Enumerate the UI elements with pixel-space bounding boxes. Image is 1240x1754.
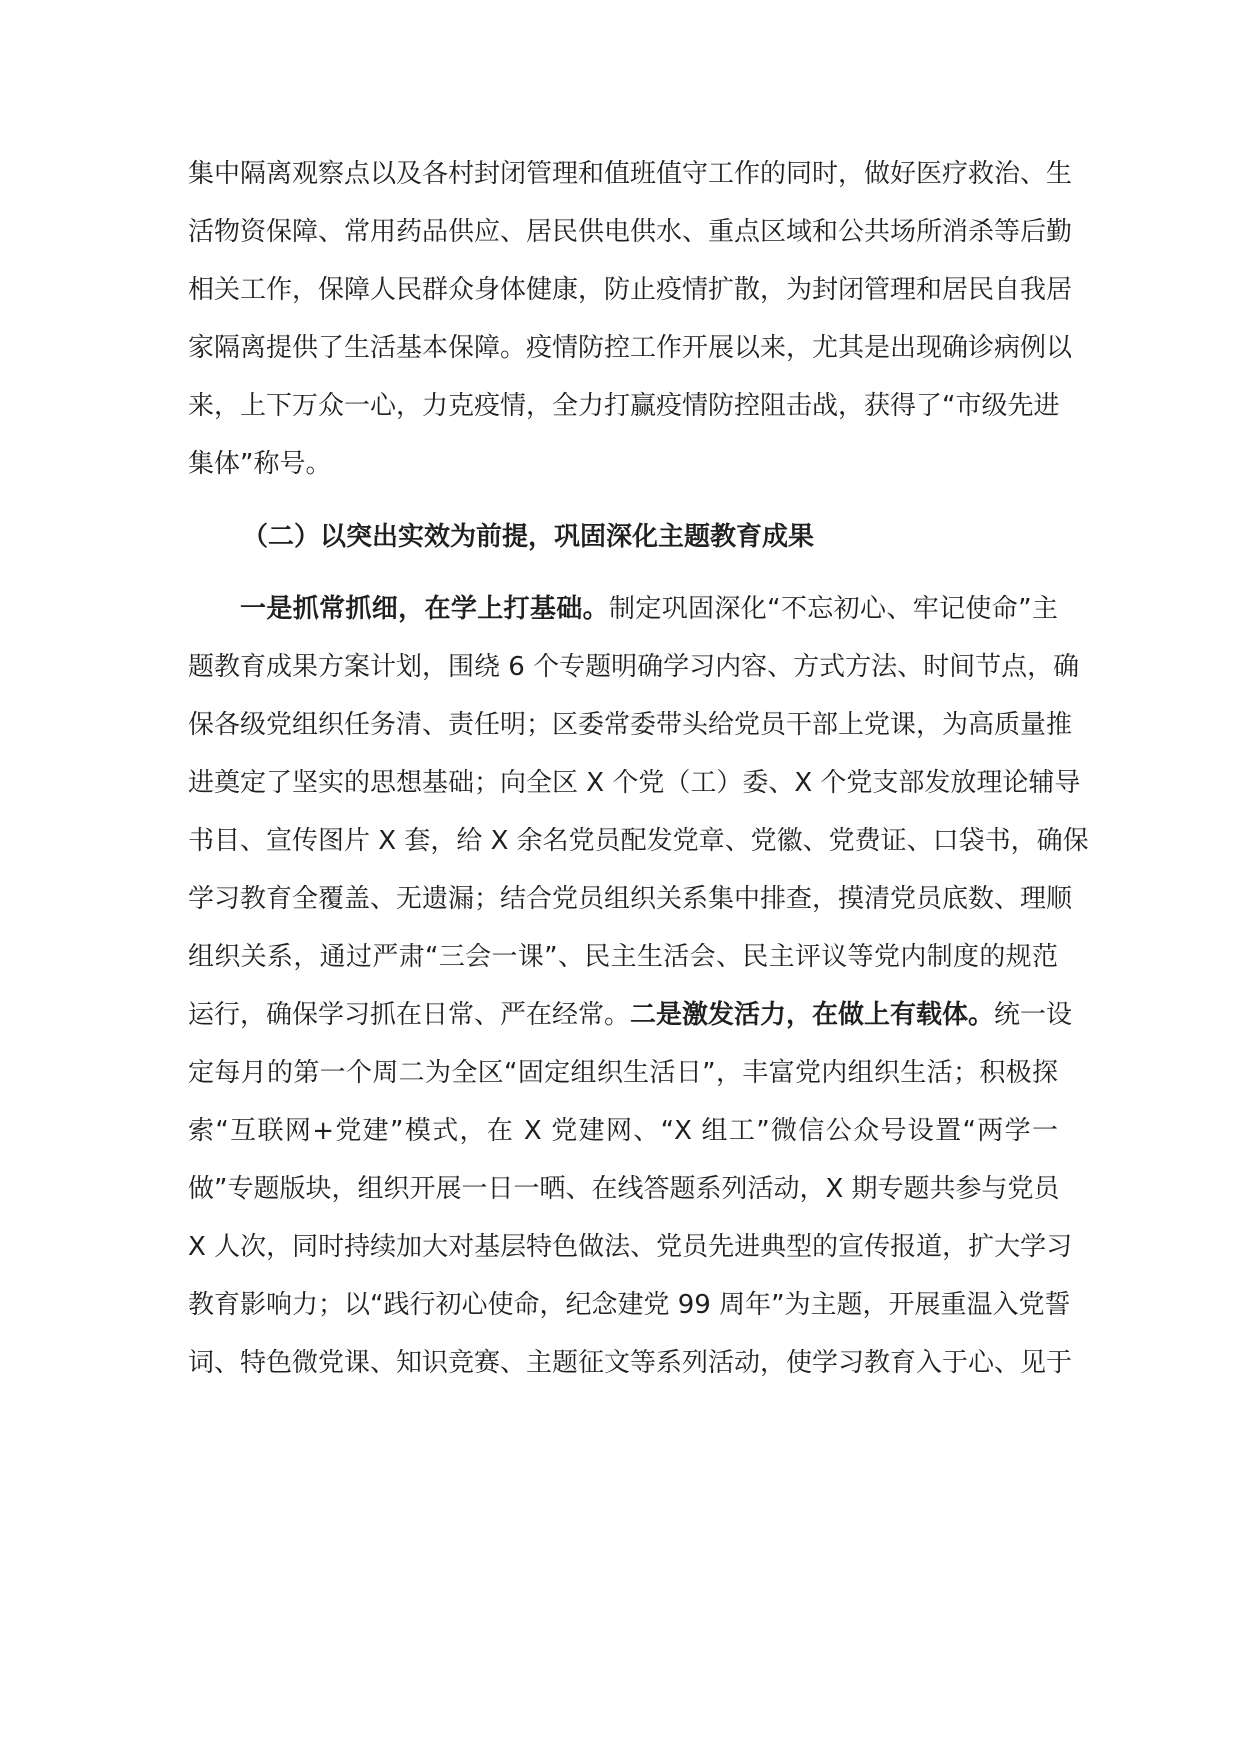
bold-lead-text: 一是抓常抓细，在学上打基础。 — [240, 594, 609, 624]
paragraph-line: 书目、宣传图片 X 套，给 X 余名党员配发党章、党徽、党费证、口袋书，确保 — [188, 826, 1089, 856]
paragraph-line: 组织关系，通过严肃“三会一课”、民主生活会、民主评议等党内制度的规范 — [188, 942, 1058, 972]
paragraph-line: 保各级党组织任务清、责任明；区委常委带头给党员干部上党课，为高质量推 — [188, 710, 1073, 740]
paragraph-line: 集体”称号。 — [188, 449, 332, 479]
paragraph-text: 制定巩固深化“不忘初心、牢记使命”主 — [608, 594, 1058, 624]
paragraph-line: 做”专题版块，组织开展一日一晒、在线答题系列活动，X 期专题共参与党员 — [188, 1174, 1060, 1204]
paragraph-line: 集中隔离观察点以及各村封闭管理和值班值守工作的同时，做好医疗救治、生 — [188, 159, 1073, 189]
paragraph-line: 索“互联网+党建”模式，在 X 党建网、“X 组工”微信公众号设置“两学一 — [188, 1116, 1058, 1146]
paragraph-text: 运行，确保学习抓在日常、严在经常。 — [188, 1000, 631, 1030]
paragraph-line: 来，上下万众一心，力克疫情，全力打赢疫情防控阻击战，获得了“市级先进 — [188, 391, 1060, 421]
paragraph-line — [188, 995, 1073, 1035]
paragraph-line: 定每月的第一个周二为全区“固定组织生活日”，丰富党内组织生活；积极探 — [188, 1058, 1058, 1088]
paragraph-line: 题教育成果方案计划，围绕 6 个专题明确学习内容、方式方法、时间节点，确 — [188, 652, 1080, 682]
paragraph-line: 进奠定了坚实的思想基础；向全区 X 个党（工）委、X 个党支部发放理论辅导 — [188, 768, 1081, 798]
bold-lead-text: 二是激发活力，在做上有载体。 — [630, 1000, 995, 1030]
paragraph-text: 统一设 — [994, 1000, 1073, 1030]
section-heading: （二）以突出实效为前提，巩固深化主题教育成果 — [242, 522, 815, 552]
paragraph-line — [240, 589, 1058, 629]
paragraph-line: 学习教育全覆盖、无遗漏；结合党员组织关系集中排查，摸清党员底数、理顺 — [188, 884, 1073, 914]
paragraph-line: 家隔离提供了生活基本保障。疫情防控工作开展以来，尤其是出现确诊病例以 — [188, 333, 1073, 363]
paragraph-line: 词、特色微党课、知识竞赛、主题征文等系列活动，使学习教育入于心、见于 — [188, 1348, 1073, 1378]
paragraph-line: 教育影响力；以“践行初心使命，纪念建党 99 周年”为主题，开展重温入党誓 — [188, 1290, 1071, 1320]
paragraph-line: X 人次，同时持续加大对基层特色做法、党员先进典型的宣传报道，扩大学习 — [188, 1232, 1073, 1262]
paragraph-line: 活物资保障、常用药品供应、居民供电供水、重点区域和公共场所消杀等后勤 — [188, 217, 1073, 247]
paragraph-line: 相关工作，保障人民群众身体健康，防止疫情扩散，为封闭管理和居民自我居 — [188, 275, 1073, 305]
